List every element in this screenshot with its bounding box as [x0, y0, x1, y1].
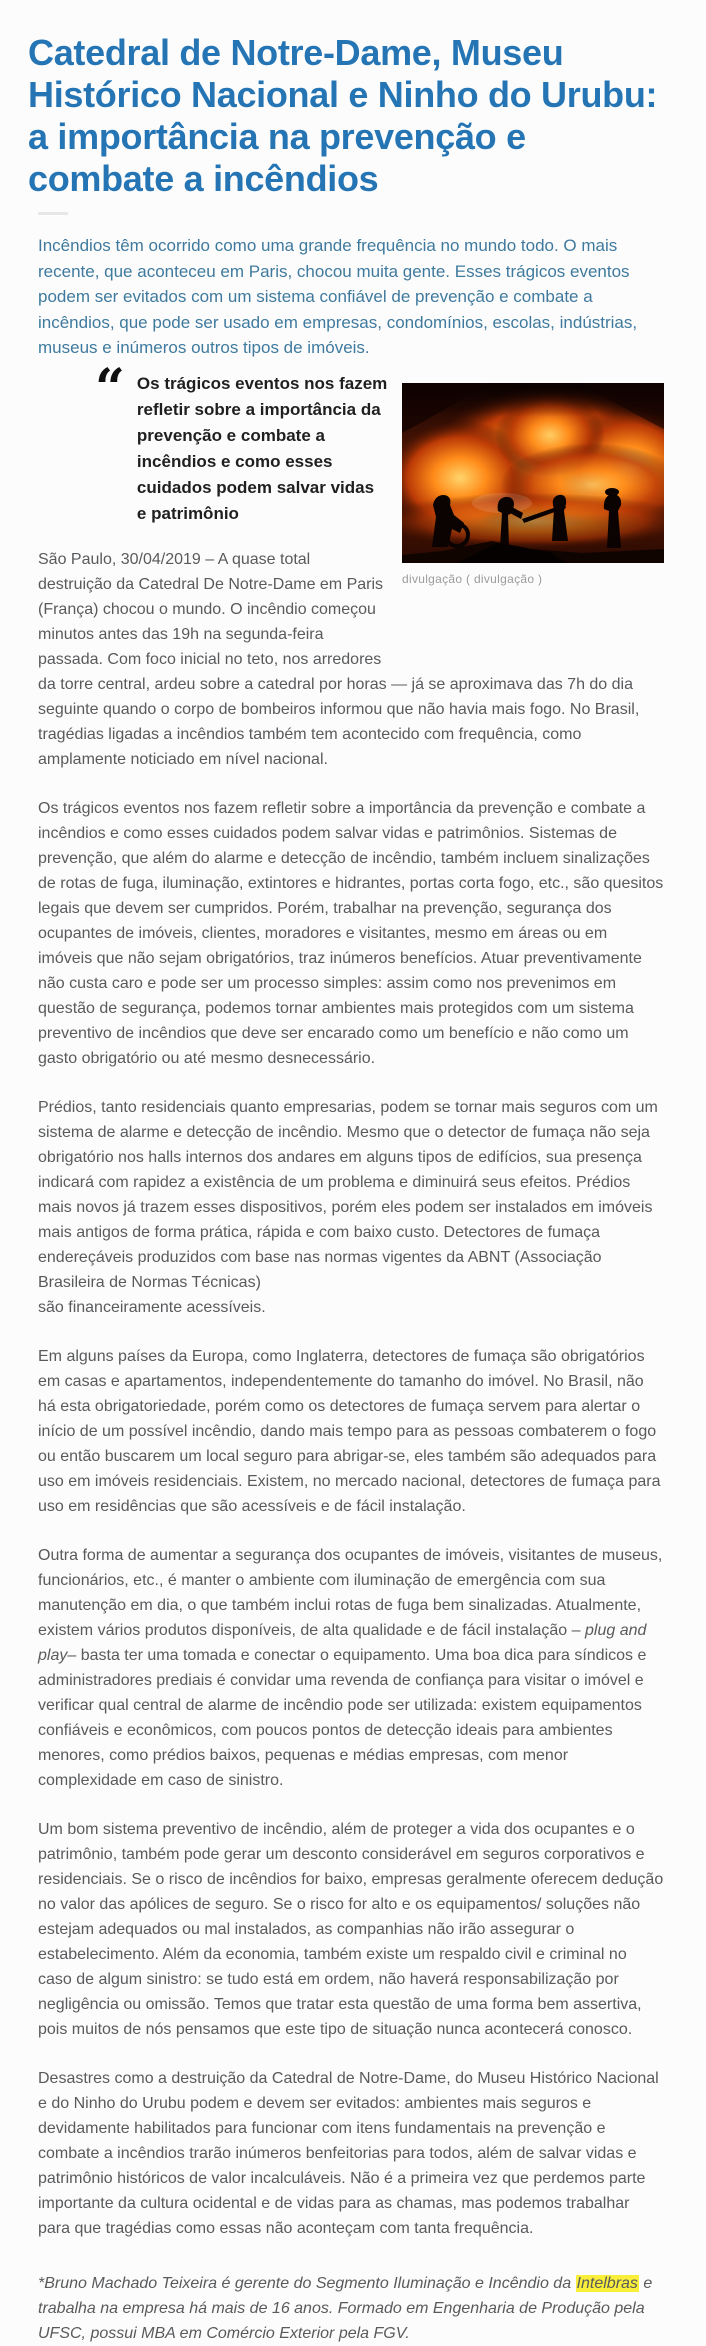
- article-title: Catedral de Notre-Dame, Museu Histórico Nacional e Ninho do Urubu: a importância na prevenção e combate a incêndios: [28, 32, 658, 199]
- intelbras-highlight: Intelbras: [576, 2274, 638, 2292]
- article-intro: Incêndios têm ocorrido como uma grande frequência no mundo todo. O mais recente, que aconteceu em Paris, chocou muita gente. Esses trágicos eventos podem ser evitados com um sistema confiável de prevenção e combate a incêndios, que pode ser usado em empresas, condomínios, escolas, indústrias, museus e inúmeros outros tipos de imóveis.: [38, 236, 638, 357]
- paragraph-europe: Em alguns países da Europa, como Inglaterra, detectores de fumaça são obrigatórios em casas e apartamentos, independentemente do tamanho do imóvel. No Brasil, não há esta obrigatoriedade, porém como os detectores de fumaça servem para alertar o início de um possível incêndio, dando mais tempo para as pessoas combaterem o fogo ou então buscarem um local seguro para abrigar-se, eles também são adequados para uso em imóveis residenciais. Existem, no mercado nacional, detectores de fumaça para uso em residências que são acessíveis e de fácil instalação.: [38, 1347, 661, 1515]
- title-divider: [38, 212, 68, 215]
- author-bio-post: e trabalha na empresa há mais de 16 anos. Formado em Engenharia de Produção pela UFSC, possui MBA em Comércio Exterior pela FGV.: [38, 2274, 653, 2342]
- fire-photo-illustration: [402, 383, 664, 563]
- plug-post: – basta ter uma tomada e conectar o equipamento. Uma boa dica para síndicos e administradores prediais é convidar uma revenda de confiança para visitar o imóvel e verificar qual central de alarme de incêndio pode ser utilizada: existem equipamentos confiáveis e econômicos, com poucos pontos de detecção ideais para ambientes menores, como prédios baixos, pequenas e médias empresas, com menor complexidade em caso de sinistro.: [38, 1646, 647, 1789]
- dateline: São Paulo, 30/04/2019 –: [38, 550, 218, 568]
- paragraph-conclusion: Desastres como a destruição da Catedral de Notre-Dame, do Museu Histórico Nacional e do Ninho do Urubu podem e devem ser evitados: ambientes mais seguros e devidamente habilitados para funcionar com itens fundamentais na prevenção e combate a incêndios trarão inúmeros benfeitorias para todos, além de salvar vidas e patrimônio históricos de valor incalculáveis. Não é a primeira vez que perdemos parte importante da cultura ocidental e de vidas para as chamas, mas podemos trabalhar para que tragédias como essas não aconteçam com tanta frequência.: [38, 2069, 659, 2237]
- article-photo-figure: [402, 383, 664, 587]
- author-bio-pre: *Bruno Machado Teixeira é gerente do Segmento Iluminação e Incêndio da: [38, 2274, 576, 2292]
- article-body: [38, 357, 664, 2346]
- lead-text: A quase total destruição da Catedral De Notre-Dame em Paris (França) chocou o mundo. O incêndio começou minutos antes das 19h na segunda-feira passada. Com foco inicial no teto, nos arredores da torre central, ardeu sobre a catedral por horas — já se aproximava das 7h do dia seguinte quando o corpo de bombeiros informou que não havia mais fogo. No Brasil, tragédias ligadas a incêndios também tem acontecido com frequência, como amplamente noticiado em nível nacional.: [38, 550, 640, 768]
- pull-quote: [95, 357, 388, 527]
- paragraph-prevention: Os trágicos eventos nos fazem refletir sobre a importância da prevenção e combate a incêndios e como esses cuidados podem salvar vidas e patrimônios. Sistemas de prevenção, que além do alarme e detecção de incêndio, também incluem sinalizações de rotas de fuga, iluminação, extintores e hidrantes, portas corta fogo, etc., são quesitos legais que devem ser cumpridos. Porém, trabalhar na prevenção, segurança dos ocupantes de imóveis, clientes, moradores e visitantes, mesmo em áreas ou em imóveis que não sejam obrigatórios, traz inúmeros benefícios. Atuar preventivamente não custa caro e pode ser um processo simples: assim como nos prevenimos em questão de segurança, podemos tornar ambientes mais protegidos com um sistema preventivo de incêndios que deve ser encarado como um benefício e não como um gasto obrigatório ou até mesmo desnecessário.: [38, 799, 664, 1067]
- plug-and-play-italic: plug and play: [38, 1621, 647, 1664]
- author-bio: [38, 2271, 664, 2346]
- plug-pre: Outra forma de aumentar a segurança dos ocupantes de imóveis, visitantes de museus, funcionários, etc., é manter o ambiente com iluminação de emergência com sua manutenção em dia, o que também inclui rotas de fuga bem sinalizadas. Atualmente, existem vários produtos disponíveis, de alta qualidade e de fácil instalação –: [38, 1546, 663, 1639]
- paragraph-insurance: Um bom sistema preventivo de incêndio, além de proteger a vida dos ocupantes e o patrimônio, também pode gerar um desconto considerável em seguros corporativos e residenciais. Se o risco de incêndios for baixo, empresas geralmente oferecem dedução no valor das apólices de seguro. Se o risco for alto e os equipamentos/ soluções não estejam adequados ou mal instalados, as companhias não irão assegurar o estabelecimento. Além da economia, também existe um respaldo civil e criminal no caso de algum sinistro: se tudo está em ordem, não haverá responsabilização por negligência ou omissão. Temos que tratar esta questão de uma forma bem assertiva, pois muitos de nós pensamos que este tipo de situação nunca acontecerá conosco.: [38, 1820, 664, 2038]
- pull-quote-text: Os trágicos eventos nos fazem refletir sobre a importância da prevenção e combate a incêndios e como esses cuidados podem salvar vidas e patrimônio: [136, 373, 388, 523]
- paragraph-buildings: [38, 1095, 664, 1320]
- quote-icon: “: [95, 357, 125, 419]
- paragraph-buildings-text: Prédios, tanto residenciais quanto empresarias, podem se tornar mais seguros com um sistema de alarme e detecção de incêndio. Mesmo que o detector de fumaça não seja obrigatório nos halls internos dos andares em alguns tipos de edifícios, sua presença indicará com rapidez a existência de um problema e diminuirá seus efeitos. Prédios mais novos já trazem esses dispositivos, porém eles podem ser instalados em imóveis mais antigos de forma prática, rápida e com baixo custo. Detectores de fumaça endereçáveis produzidos com base nas normas vigentes da ABNT (Associação Brasileira de Normas Técnicas): [38, 1098, 658, 1291]
- paragraph-buildings-tail: são financeiramente acessíveis.: [38, 1298, 266, 1316]
- photo-caption: divulgação ( divulgação ): [402, 571, 543, 586]
- paragraph-emergency-lighting: [38, 1543, 664, 1793]
- fire-photo: [402, 383, 664, 563]
